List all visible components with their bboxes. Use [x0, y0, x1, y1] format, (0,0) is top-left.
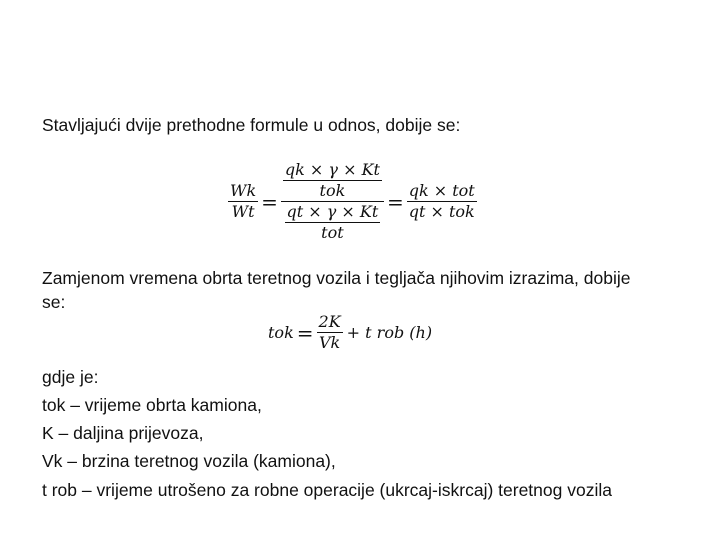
denominator: Vk: [318, 333, 341, 352]
numerator: qt × γ × Kt: [286, 202, 379, 221]
denominator: Wt: [231, 202, 255, 221]
compound-numerator: [281, 160, 384, 202]
where-label: gdje je:: [42, 367, 99, 387]
denominator: qt × tok: [408, 202, 475, 221]
equals-sign: =: [386, 189, 404, 214]
denominator: tot: [321, 223, 344, 242]
denominator: tok: [319, 181, 346, 200]
equals-sign: =: [261, 189, 278, 214]
tok-formula: [268, 312, 432, 353]
rhs-rest: + t rob (h): [346, 323, 433, 342]
numerator: Wk: [230, 181, 257, 200]
equals-sign: =: [296, 320, 314, 345]
compound-fraction: [281, 160, 384, 243]
numerator: qk × γ × Kt: [284, 160, 380, 179]
compound-denominator: [283, 202, 383, 243]
lhs: tok: [268, 323, 294, 342]
intro-text: Stavljajući dvije prethodne formule u odnos, dobije se:: [42, 115, 461, 135]
definition-item: Vk – brzina teretnog vozila (kamiona),: [42, 451, 336, 471]
paragraph-line: Zamjenom vremena obrta teretnog vozila i tegljača njihovim izrazima, dobije: [42, 268, 631, 288]
ratio-formula: [228, 160, 477, 243]
definition-item: K – daljina prijevoza,: [42, 423, 204, 443]
2k-vk-fraction: [317, 312, 343, 353]
wk-wt-fraction: [228, 181, 258, 222]
paragraph-line: se:: [42, 292, 66, 312]
definition-item: t rob – vrijeme utrošeno za robne operacije (ukrcaj-iskrcaj) teretnog vozila: [42, 480, 612, 500]
numerator: qk × tot: [408, 181, 475, 200]
result-fraction: [407, 181, 477, 222]
numerator: 2K: [318, 312, 341, 331]
definition-item: tok – vrijeme obrta kamiona,: [42, 395, 262, 415]
